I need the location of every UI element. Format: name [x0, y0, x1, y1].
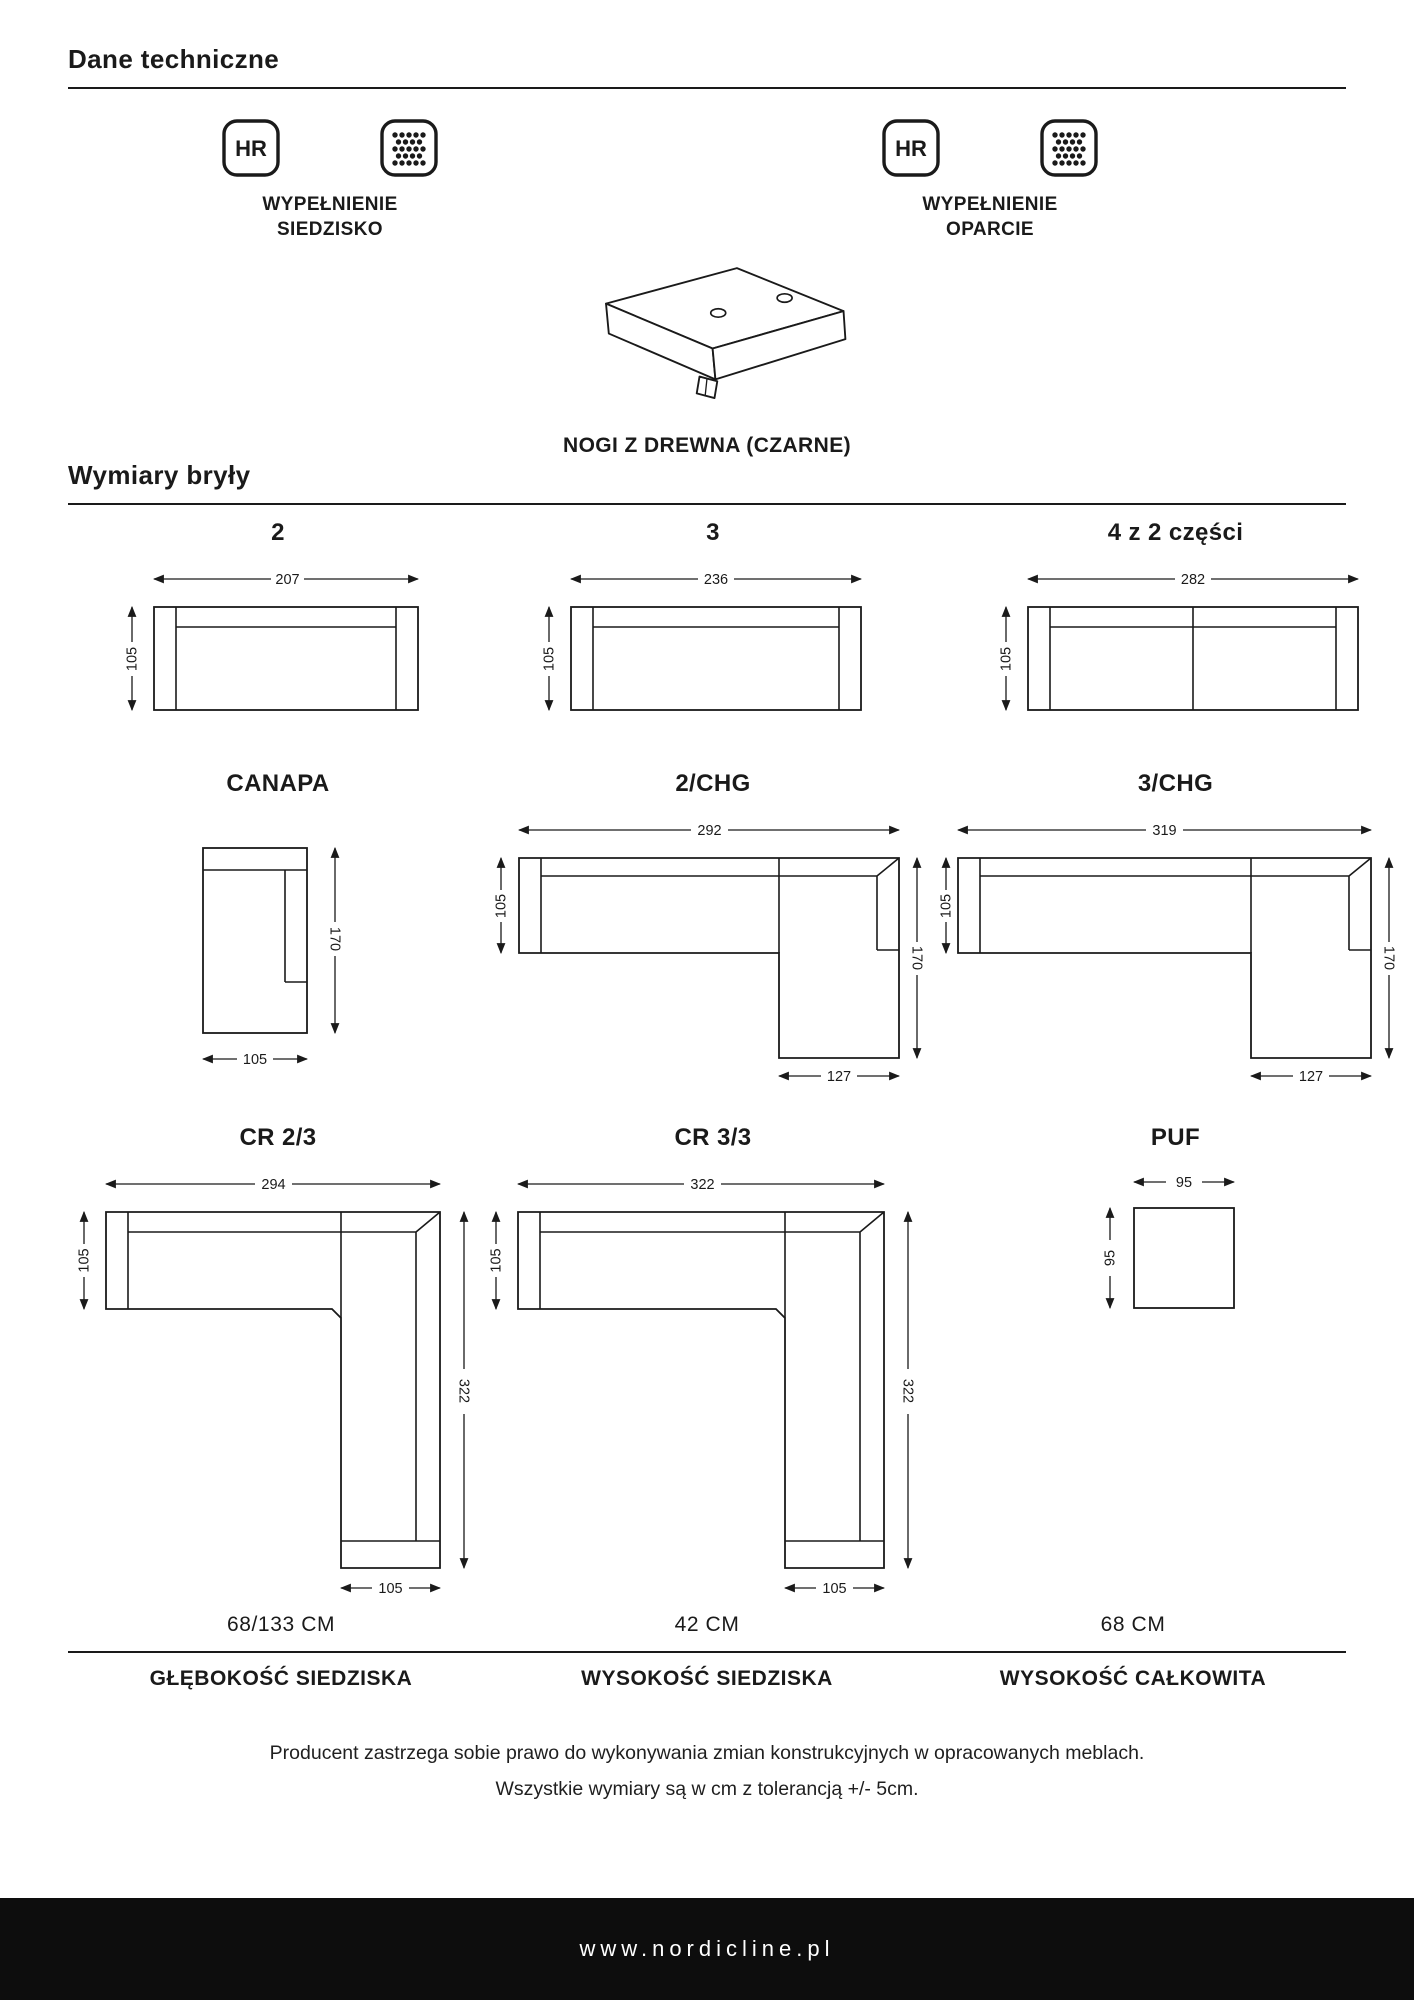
- spec-value-seat-depth: 68/133 CM: [226, 1613, 336, 1636]
- section-dimensions-header: [68, 460, 1346, 505]
- dim-height: 322: [899, 1378, 916, 1404]
- dim-height: 322: [455, 1378, 472, 1404]
- section-rule: [68, 503, 1346, 505]
- filling-seat-group: [180, 119, 480, 242]
- hr-badge-label: HR: [235, 136, 267, 161]
- dim-chaise-width: 127: [826, 1069, 851, 1085]
- hr-badge-label: HR: [895, 136, 927, 161]
- dim-height: 170: [326, 926, 343, 952]
- dimension-drawing-sofa-3: [531, 559, 896, 734]
- disclaimer-line2: Wszystkie wymiary są w cm z tolerancją +/- 5cm.: [495, 1778, 919, 1801]
- dim-depth: 105: [998, 646, 1014, 672]
- dimension-drawing-2chg: [491, 810, 936, 1100]
- diagram-title: 4 z 2 części: [1107, 519, 1244, 546]
- dim-width: 319: [1152, 823, 1177, 839]
- dim-width: 105: [242, 1052, 268, 1068]
- filling-seat-icons: [180, 119, 480, 177]
- dim-height: 170: [1380, 945, 1397, 971]
- dim-depth: 105: [938, 893, 955, 919]
- diagram-canapa: [173, 770, 383, 1100]
- dim-width: 322: [690, 1177, 715, 1193]
- filling-back-label-line1: WYPEŁNIENIE: [922, 194, 1058, 215]
- dots-pattern: [1052, 132, 1085, 165]
- section-technical-header: [68, 0, 1346, 89]
- diagram-cr23: [68, 1124, 488, 1599]
- dimension-drawing-canapa: [173, 810, 383, 1085]
- foam-dots-icon: [1040, 119, 1098, 177]
- dots-pattern: [392, 132, 425, 165]
- dim-bottom-width: 105: [822, 1581, 847, 1597]
- hr-foam-badge-icon: [882, 119, 940, 177]
- diagram-sofa-3: [531, 519, 896, 734]
- dim-depth: 105: [493, 893, 509, 919]
- legs-figure: [68, 255, 1346, 458]
- diagram-cr33: [488, 1124, 938, 1599]
- dimension-drawing-cr33: [488, 1164, 938, 1599]
- diagram-title: 2/CHG: [675, 770, 751, 797]
- filling-back-icons: [840, 119, 1140, 177]
- dim-depth: 105: [488, 1248, 505, 1273]
- filling-seat-label: [180, 193, 480, 242]
- dim-depth: 105: [124, 646, 141, 672]
- dim-width: 294: [261, 1177, 286, 1193]
- fillings-block: [68, 89, 1346, 261]
- specs-values: [68, 1613, 1346, 1637]
- diagram-title: 2: [271, 519, 285, 546]
- dim-height: 170: [908, 945, 924, 971]
- spec-label-seat-height: WYSOKOŚĆ SIEDZISKA: [581, 1667, 833, 1690]
- dim-bottom-width: 105: [378, 1581, 403, 1597]
- spec-value-seat-height: 42 CM: [674, 1613, 740, 1636]
- diagram-title: 3/CHG: [1137, 770, 1214, 797]
- hr-foam-badge-icon: [222, 119, 280, 177]
- dim-width: 292: [696, 823, 722, 839]
- footer-url: www.nordicline.pl: [579, 1936, 835, 1961]
- diagram-title: 3: [706, 519, 720, 546]
- spec-label-seat-depth: GŁĘBOKOŚĆ SIEDZISKA: [149, 1667, 413, 1690]
- legs-caption: NOGI Z DREWNA (CZARNE): [563, 434, 851, 457]
- dimension-drawing-3chg: [938, 810, 1413, 1100]
- spec-value-total-height: 68 CM: [1100, 1613, 1166, 1636]
- disclaimer-line1: Producent zastrzega sobie prawo do wykonywania zmian konstrukcyjnych w opracowanych meblach.: [269, 1742, 1145, 1764]
- section-title-technical: Dane techniczne: [68, 44, 280, 74]
- diagram-2chg: [491, 770, 936, 1100]
- footer-bar: [0, 1898, 1414, 2000]
- section-title-dimensions: Wymiary bryły: [68, 460, 251, 490]
- diagram-title: CANAPA: [226, 770, 330, 797]
- diagram-grid: [68, 519, 1397, 1599]
- legs-illustration: [557, 255, 857, 428]
- foam-dots-icon: [380, 119, 438, 177]
- dim-width: 95: [1175, 1175, 1192, 1191]
- dim-chaise-width: 127: [1298, 1069, 1324, 1085]
- diagram-sofa-2: [108, 519, 448, 734]
- dim-height: 95: [1102, 1249, 1118, 1267]
- filling-seat-label-line1: WYPEŁNIENIE: [262, 194, 398, 215]
- specs-labels: [68, 1653, 1346, 1691]
- filling-back-group: [840, 119, 1140, 242]
- dimension-drawing-cr23: [68, 1164, 488, 1599]
- dim-width: 282: [1180, 572, 1205, 588]
- dim-depth: 105: [76, 1248, 93, 1273]
- dim-depth: 105: [541, 646, 557, 672]
- dimension-drawing-sofa-2: [108, 559, 448, 734]
- dim-width: 207: [275, 572, 300, 588]
- diagram-sofa-4: [976, 519, 1376, 734]
- disclaimer: [68, 1735, 1346, 1807]
- diagram-title: PUF: [1150, 1124, 1201, 1151]
- filling-back-label: [840, 193, 1140, 242]
- dim-width: 236: [703, 572, 728, 588]
- diagram-3chg: [938, 770, 1413, 1100]
- dimension-drawing-puf: [1076, 1164, 1276, 1344]
- filling-seat-label-line2: SIEDZISKO: [276, 218, 383, 240]
- filling-back-label-line2: OPARCIE: [946, 218, 1034, 240]
- spec-label-total-height: WYSOKOŚĆ CAŁKOWITA: [999, 1667, 1267, 1690]
- diagram-puf: [1076, 1124, 1276, 1599]
- specs-section: [68, 1613, 1346, 1691]
- diagram-title: CR 3/3: [674, 1124, 752, 1151]
- dimension-drawing-sofa-4: [976, 559, 1376, 734]
- diagram-title: CR 2/3: [239, 1124, 317, 1151]
